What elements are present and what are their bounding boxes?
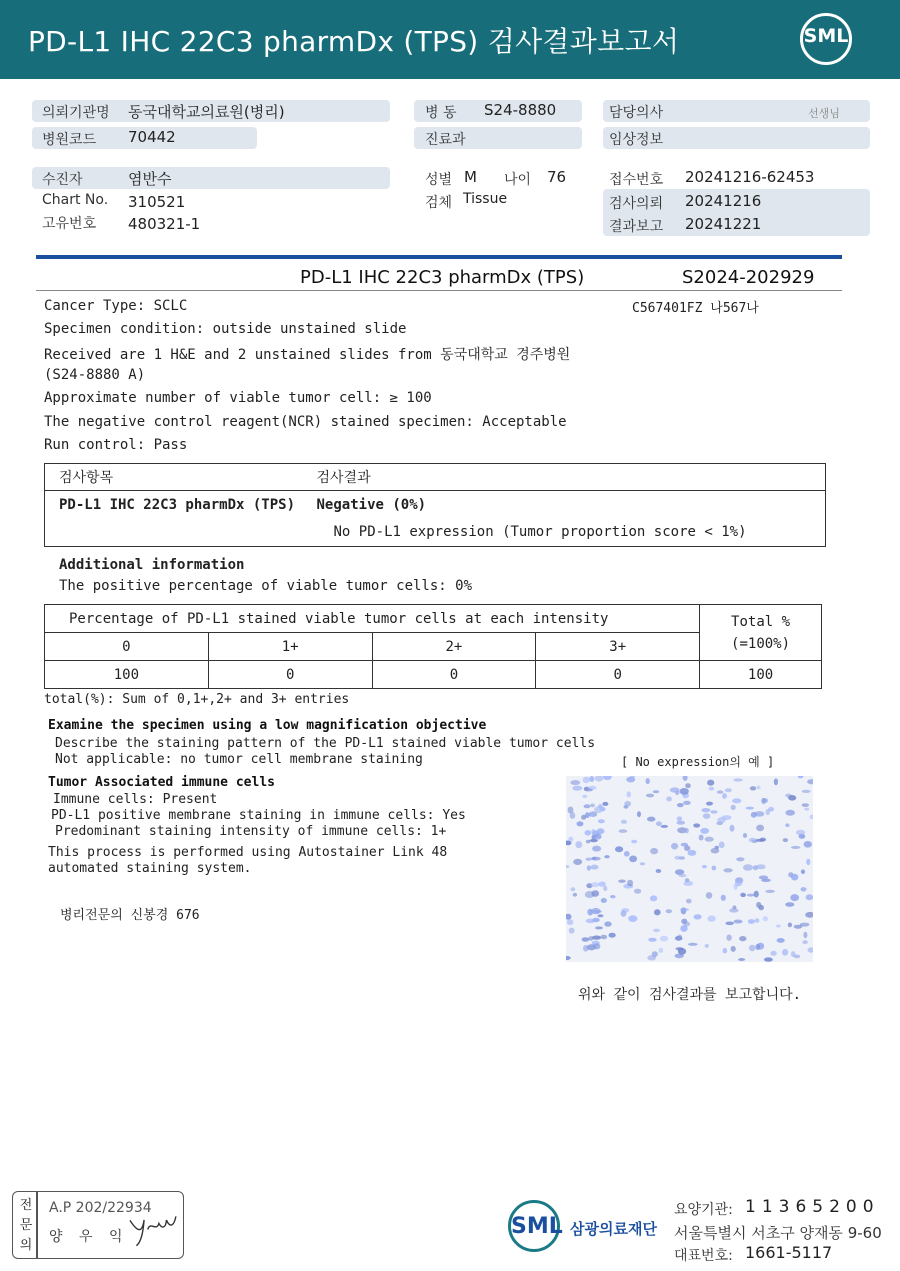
cell-nucleus	[618, 880, 626, 883]
cell-nucleus	[647, 817, 655, 822]
cell-nucleus	[731, 946, 736, 952]
pathologist: 병리전문의 신봉경 676	[60, 908, 200, 923]
cell-nucleus	[597, 828, 605, 834]
cell-nucleus	[756, 825, 764, 832]
cell-nucleus	[806, 894, 813, 900]
result-value: Negative (0%)	[316, 496, 427, 513]
cell-nucleus	[648, 938, 656, 942]
cell-nucleus	[699, 835, 704, 841]
cell-nucleus	[735, 880, 743, 886]
cell-nucleus	[621, 820, 627, 824]
cell-nucleus	[680, 908, 689, 911]
cell-nucleus	[746, 807, 754, 810]
cell-nucleus	[725, 788, 732, 792]
cell-nucleus	[808, 947, 814, 952]
cell-nucleus	[678, 874, 686, 877]
cell-nucleus	[650, 848, 658, 854]
cell-nucleus	[650, 895, 657, 901]
cell-nucleus	[653, 929, 660, 933]
company-name: 삼광의료재단	[570, 1220, 657, 1238]
intensity-table	[44, 604, 822, 689]
cell-nucleus	[624, 851, 630, 857]
intensity-label: 3+	[536, 633, 700, 661]
report-line: The negative control reagent(NCR) stained specimen: Acceptable	[44, 414, 567, 430]
cell-nucleus	[598, 914, 604, 917]
unique-id-label: 고유번호	[42, 216, 97, 232]
cell-nucleus	[802, 803, 809, 807]
age-value: 76	[547, 168, 567, 186]
cell-nucleus	[619, 829, 628, 833]
cell-nucleus	[757, 786, 761, 790]
cell-nucleus	[700, 828, 709, 834]
cell-nucleus	[595, 926, 603, 929]
cell-nucleus	[756, 902, 761, 908]
cell-nucleus	[721, 895, 726, 901]
cell-nucleus	[785, 823, 789, 827]
additional-info-text: The positive percentage of viable tumor cells: 0%	[59, 578, 473, 594]
cell-nucleus	[592, 846, 601, 852]
cell-nucleus	[595, 776, 603, 782]
cell-nucleus	[806, 859, 810, 865]
cell-nucleus	[796, 830, 805, 836]
cell-nucleus	[788, 923, 792, 928]
stamp-divider	[36, 1191, 38, 1259]
cell-nucleus	[628, 915, 637, 922]
request-date-label: 검사의뢰	[609, 196, 664, 212]
cell-nucleus	[654, 909, 661, 915]
cell-nucleus	[679, 856, 685, 860]
cell-nucleus	[566, 914, 572, 920]
patient-value: 염반수	[128, 170, 172, 188]
cell-nucleus	[593, 943, 600, 949]
cell-nucleus	[749, 945, 756, 951]
cell-nucleus	[646, 794, 654, 798]
intensity-value: 0	[372, 661, 536, 689]
reception-value: 20241216-62453	[685, 168, 815, 186]
cell-nucleus	[702, 865, 707, 868]
age-label: 나이	[504, 172, 532, 188]
cell-nucleus	[748, 919, 755, 924]
cell-nucleus	[755, 811, 765, 817]
cell-nucleus	[598, 819, 605, 823]
cell-nucleus	[581, 815, 586, 820]
cell-nucleus	[706, 892, 713, 899]
stamp-side-char: 문	[19, 1218, 33, 1233]
cell-nucleus	[750, 786, 756, 790]
additional-info-title: Additional information	[59, 557, 245, 573]
cell-nucleus	[577, 821, 584, 826]
cell-nucleus	[791, 874, 798, 881]
cell-nucleus	[755, 839, 765, 842]
cell-nucleus	[802, 940, 807, 944]
heading-underline	[36, 290, 842, 291]
report-title: PD-L1 IHC 22C3 pharmDx (TPS) 검사결과보고서	[28, 25, 680, 58]
stamp-side-label	[19, 1196, 33, 1256]
cell-nucleus	[601, 935, 608, 940]
cell-nucleus	[688, 943, 698, 946]
cell-nucleus	[582, 795, 587, 798]
cell-nucleus	[688, 850, 697, 856]
examine-line: Describe the staining pattern of the PD-L1 stained viable tumor cells	[55, 736, 596, 751]
cell-nucleus	[726, 935, 731, 941]
cell-nucleus	[807, 779, 813, 784]
result-date-label: 결과보고	[609, 219, 664, 235]
cell-nucleus	[756, 944, 761, 950]
institution-value: 동국대학교의료원(병리)	[128, 103, 285, 121]
cell-nucleus	[732, 798, 741, 803]
cell-nucleus	[604, 855, 609, 858]
cell-nucleus	[747, 894, 754, 897]
cell-nucleus	[604, 921, 611, 926]
cell-nucleus	[615, 846, 623, 852]
cell-nucleus	[666, 909, 672, 913]
intensity-table-header: Percentage of PD-L1 stained viable tumor cells at each intensity	[45, 605, 700, 633]
hospital-code-value: 70442	[128, 128, 176, 146]
section-rule	[36, 255, 842, 259]
cell-nucleus	[776, 925, 781, 928]
cell-nucleus	[598, 804, 603, 809]
cell-nucleus	[739, 936, 746, 941]
cell-nucleus	[804, 841, 812, 848]
cell-nucleus	[783, 838, 788, 842]
cell-nucleus	[624, 801, 631, 807]
cell-nucleus	[659, 948, 664, 953]
cell-nucleus	[725, 922, 734, 926]
cell-nucleus	[592, 936, 601, 940]
examine-line: Not applicable: no tumor cell membrane staining	[55, 752, 423, 767]
intensity-label: 2+	[372, 633, 536, 661]
cell-nucleus	[683, 776, 688, 781]
cell-nucleus	[571, 887, 576, 891]
cell-nucleus	[683, 881, 693, 886]
stamp-name: 양 우 익	[49, 1229, 129, 1245]
cell-nucleus	[572, 786, 582, 791]
block-id: C567401FZ 나567나	[632, 301, 759, 316]
report-number: S2024-202929	[682, 267, 815, 288]
cell-nucleus	[666, 797, 672, 802]
immune-line: PD-L1 positive membrane staining in immune cells: Yes	[51, 808, 466, 823]
specimen-value: Tissue	[463, 191, 508, 207]
sml-logo-text: SML	[803, 25, 849, 47]
sex-label: 성별	[425, 172, 453, 188]
immune-line: Predominant staining intensity of immune cells: 1+	[55, 824, 447, 839]
doctor-label: 담당의사	[609, 105, 664, 121]
cell-nucleus	[794, 955, 800, 959]
cell-nucleus	[677, 803, 684, 807]
cell-nucleus	[722, 815, 732, 820]
cell-nucleus	[584, 804, 591, 808]
total-value: 100	[700, 661, 822, 689]
cell-nucleus	[584, 788, 593, 791]
cell-nucleus	[729, 908, 738, 912]
cell-nucleus	[791, 846, 801, 849]
cell-nucleus	[592, 918, 599, 922]
cell-nucleus	[733, 920, 742, 924]
cell-nucleus	[592, 857, 596, 860]
cell-nucleus	[590, 882, 600, 887]
cell-nucleus	[705, 837, 714, 842]
cell-nucleus	[801, 887, 807, 891]
cell-nucleus	[803, 932, 807, 938]
cell-nucleus	[777, 938, 785, 943]
cell-nucleus	[785, 810, 795, 816]
cell-nucleus	[686, 899, 692, 904]
cell-nucleus	[694, 914, 702, 919]
cell-nucleus	[766, 809, 770, 815]
cell-nucleus	[677, 821, 686, 825]
cell-nucleus	[569, 928, 575, 934]
cell-nucleus	[566, 956, 571, 960]
signature-icon	[125, 1203, 187, 1250]
result-date-value: 20241221	[685, 215, 762, 233]
chart-label: Chart No.	[42, 192, 109, 208]
cell-nucleus	[730, 825, 735, 832]
cell-nucleus	[590, 804, 595, 808]
cell-nucleus	[653, 790, 660, 793]
cell-nucleus	[566, 865, 569, 868]
cell-nucleus	[722, 793, 727, 799]
intensity-value: 100	[45, 661, 209, 689]
cell-nucleus	[743, 864, 753, 871]
cell-nucleus	[677, 816, 682, 821]
ward-label: 병 동	[425, 105, 457, 121]
process-line: automated staining system.	[48, 861, 252, 876]
cell-nucleus	[570, 780, 580, 785]
cell-nucleus	[684, 846, 690, 851]
cell-nucleus	[736, 857, 744, 861]
cell-nucleus	[708, 915, 716, 921]
image-caption: [ No expression의 예 ]	[621, 755, 775, 769]
cell-nucleus	[629, 856, 637, 863]
cell-nucleus	[802, 790, 811, 793]
cell-nucleus	[731, 805, 736, 810]
cell-nucleus	[656, 869, 662, 873]
cell-nucleus	[790, 894, 799, 901]
cell-nucleus	[740, 893, 746, 897]
cell-nucleus	[637, 811, 641, 817]
cell-nucleus	[603, 886, 607, 891]
cell-nucleus	[794, 925, 803, 929]
cell-nucleus	[719, 842, 725, 849]
cell-nucleus	[749, 838, 757, 843]
patient-row	[32, 167, 390, 189]
cell-nucleus	[646, 778, 650, 784]
cell-nucleus	[756, 864, 765, 869]
cell-nucleus	[573, 893, 578, 897]
intensity-label: 1+	[208, 633, 372, 661]
closing-statement: 위와 같이 검사결과를 보고합니다.	[578, 987, 802, 1003]
phone-label: 대표번호:	[674, 1248, 733, 1264]
cell-nucleus	[575, 841, 582, 848]
cell-nucleus	[705, 944, 709, 948]
intensity-label: 0	[45, 633, 209, 661]
cell-nucleus	[681, 919, 687, 924]
cell-nucleus	[703, 813, 711, 819]
request-date-value: 20241216	[685, 192, 762, 210]
result-note: No PD-L1 expression (Tumor proportion score < 1%)	[333, 524, 747, 541]
cell-nucleus	[764, 957, 773, 961]
cell-nucleus	[770, 951, 776, 956]
institution-label: 의뢰기관명	[42, 105, 110, 121]
cell-nucleus	[592, 890, 600, 897]
hospital-code-label: 병원코드	[42, 132, 97, 148]
cell-nucleus	[609, 933, 616, 938]
clinical-info-label: 임상정보	[609, 132, 664, 148]
cell-nucleus	[801, 869, 805, 874]
cell-nucleus	[782, 949, 788, 956]
company-logo-text: SML	[511, 1214, 563, 1239]
report-heading: PD-L1 IHC 22C3 pharmDx (TPS)	[300, 267, 585, 288]
phone-value: 1661-5117	[745, 1243, 833, 1262]
cell-nucleus	[568, 837, 573, 842]
cell-nucleus	[582, 937, 590, 942]
cell-nucleus	[591, 908, 600, 914]
cell-nucleus	[660, 936, 668, 942]
cell-nucleus	[706, 802, 713, 806]
cell-nucleus	[723, 948, 728, 954]
cell-nucleus	[586, 858, 592, 861]
cell-nucleus	[656, 821, 662, 826]
report-line: Received are 1 H&E and 2 unstained slides from 동국대학교 경주병원	[44, 347, 571, 363]
cell-nucleus	[809, 815, 813, 820]
cell-nucleus	[714, 846, 719, 850]
report-line: Specimen condition: outside unstained slide	[44, 321, 407, 337]
total-header-line1: Total %	[731, 613, 791, 630]
company-address: 서울특별시 서초구 양재동 9-60	[674, 1224, 882, 1242]
examine-title: Examine the specimen using a low magnification objective	[48, 718, 487, 733]
ward-value: S24-8880	[484, 101, 557, 119]
intensity-value: 0	[208, 661, 372, 689]
cell-nucleus	[583, 777, 590, 783]
intensity-footnote: total(%): Sum of 0,1+,2+ and 3+ entries	[44, 692, 350, 707]
cell-nucleus	[627, 880, 633, 887]
cell-nucleus	[631, 840, 637, 844]
cell-nucleus	[762, 798, 768, 803]
cell-nucleus	[754, 891, 759, 898]
code-label: 요양기관:	[674, 1202, 733, 1218]
cell-nucleus	[676, 947, 684, 950]
cell-nucleus	[590, 839, 598, 842]
total-header-line2: (=100%)	[731, 635, 791, 652]
cell-nucleus	[738, 958, 745, 961]
cell-nucleus	[573, 859, 582, 865]
result-table	[44, 463, 826, 547]
intensity-value: 0	[536, 661, 700, 689]
cell-nucleus	[685, 828, 689, 834]
sex-value: M	[464, 168, 477, 186]
reception-label: 접수번호	[609, 172, 664, 188]
cell-nucleus	[710, 810, 717, 813]
report-line: (S24-8880 A)	[44, 367, 146, 383]
cell-nucleus	[652, 951, 658, 957]
cell-nucleus	[743, 833, 747, 838]
cell-nucleus	[670, 787, 680, 792]
immune-line: Immune cells: Present	[53, 792, 218, 807]
cell-nucleus	[589, 776, 594, 782]
specimen-label: 검체	[425, 195, 453, 211]
cell-nucleus	[774, 778, 778, 785]
cell-nucleus	[707, 780, 714, 786]
cell-nucleus	[765, 890, 775, 893]
cell-nucleus	[603, 776, 612, 780]
report-line: Approximate number of viable tumor cell: ≥ 100	[44, 390, 432, 406]
cell-nucleus	[709, 787, 715, 791]
cell-nucleus	[785, 902, 794, 907]
cell-nucleus	[712, 866, 717, 871]
result-item: PD-L1 IHC 22C3 pharmDx (TPS)	[59, 496, 296, 513]
microscopy-cells	[566, 776, 813, 962]
cell-nucleus	[759, 876, 768, 880]
microscopy-image	[566, 776, 813, 962]
cell-nucleus	[591, 865, 599, 870]
cell-nucleus	[804, 808, 809, 811]
cell-nucleus	[805, 912, 813, 918]
cell-nucleus	[634, 889, 641, 894]
cell-nucleus	[677, 935, 682, 940]
cell-nucleus	[724, 868, 733, 872]
cell-nucleus	[701, 808, 710, 812]
cell-nucleus	[685, 783, 691, 788]
cell-nucleus	[610, 895, 616, 898]
cell-nucleus	[661, 825, 669, 828]
result-col-result-header: 검사결과	[316, 470, 371, 486]
cell-nucleus	[585, 830, 592, 836]
immune-title: Tumor Associated immune cells	[48, 775, 275, 790]
stamp-side-char: 의	[19, 1238, 33, 1253]
cell-nucleus	[567, 919, 574, 925]
doctor-suffix: 선생님	[808, 107, 840, 120]
result-col-item-header: 검사항목	[59, 470, 114, 486]
cell-nucleus	[591, 829, 595, 834]
cell-nucleus	[586, 840, 590, 844]
cell-nucleus	[717, 790, 723, 793]
process-line: This process is performed using Autostainer Link 48	[48, 845, 448, 860]
total-header	[700, 605, 822, 661]
chart-value: 310521	[128, 193, 186, 211]
cell-nucleus	[671, 843, 678, 850]
cell-nucleus	[798, 776, 804, 778]
cell-nucleus	[570, 812, 576, 819]
cell-nucleus	[733, 778, 742, 781]
cell-nucleus	[627, 791, 631, 797]
cell-nucleus	[763, 916, 768, 921]
department-label: 진료과	[425, 132, 466, 148]
cell-nucleus	[680, 788, 689, 795]
cell-nucleus	[621, 908, 629, 913]
stamp-side-char: 전	[19, 1198, 33, 1213]
cell-nucleus	[601, 898, 607, 903]
patient-label: 수진자	[42, 172, 83, 188]
code-value: 11365200	[745, 1197, 880, 1217]
cell-nucleus	[602, 802, 608, 806]
cell-nucleus	[693, 823, 700, 827]
stamp-ap: A.P 202/22934	[49, 1200, 152, 1216]
cell-nucleus	[683, 801, 691, 805]
cell-nucleus	[587, 865, 591, 870]
report-line: Cancer Type: SCLC	[44, 298, 188, 314]
cell-nucleus	[640, 862, 645, 865]
unique-id-value: 480321-1	[128, 215, 201, 233]
report-line: Run control: Pass	[44, 437, 188, 453]
cell-nucleus	[788, 795, 796, 801]
cell-nucleus	[755, 918, 760, 923]
